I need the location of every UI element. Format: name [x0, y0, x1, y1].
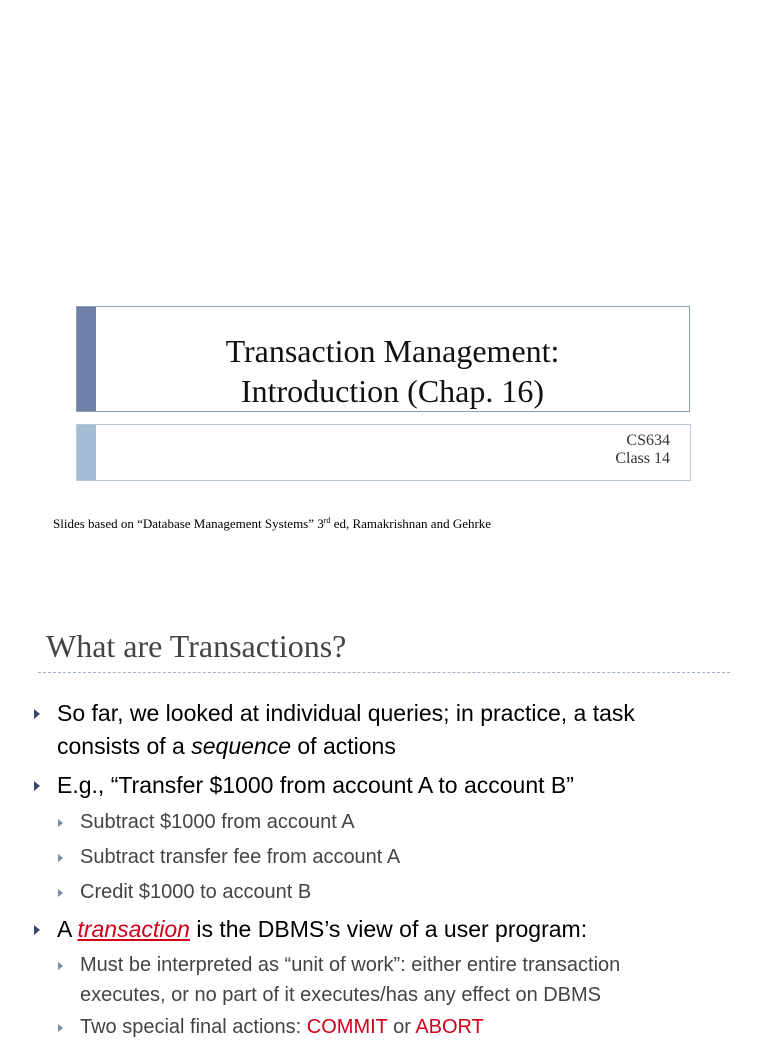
- title-accent-bar: [77, 307, 96, 411]
- sub-bullet: Subtract $1000 from account A: [80, 811, 355, 833]
- sub-bullet-line-2: executes, or no part of it executes/has any effect on DBMS: [80, 984, 602, 1006]
- abort-keyword: ABORT: [415, 1016, 484, 1038]
- bullet-arrow-icon: [34, 925, 40, 935]
- title-line-1: Transaction Management:: [225, 333, 560, 369]
- bullet-1-text-b: of actions: [290, 733, 396, 759]
- bullet-1-text-a: consists of a: [57, 733, 192, 759]
- commit-keyword: COMMIT: [306, 1016, 388, 1038]
- sub-bullet-arrow-icon: [58, 1024, 63, 1032]
- bullet-1-line-2: [57, 730, 747, 763]
- sub-bullet-arrow-icon: [58, 854, 63, 862]
- sub-bullet-text-or: or: [387, 1016, 416, 1038]
- credit-superscript: rd: [323, 516, 331, 525]
- slide-title: [96, 331, 689, 411]
- sub-bullet: Subtract transfer fee from account A: [80, 846, 401, 868]
- bullet-2: E.g., “Transfer $1000 from account A to account B”: [57, 772, 574, 798]
- credit-text-a: Slides based on “Database Management Systems” 3: [53, 516, 324, 531]
- subtitle-text: [615, 432, 670, 468]
- sub-bullet-arrow-icon: [58, 819, 63, 827]
- bullet-3-text-a: A: [57, 916, 78, 942]
- sub-bullet-text-a: Two special final actions:: [80, 1016, 307, 1038]
- sub-bullet-line-1: Must be interpreted as “unit of work”: either entire transaction: [80, 954, 621, 976]
- defined-term: transaction: [77, 916, 190, 942]
- bullet-3: [57, 913, 587, 946]
- bullet-1: [57, 697, 747, 763]
- bullet-1-emphasis: sequence: [191, 733, 291, 759]
- sub-bullet-arrow-icon: [58, 889, 63, 897]
- class-number: Class 14: [615, 450, 670, 467]
- bullet-3-text-b: is the DBMS’s view of a user program:: [189, 916, 588, 942]
- sub-bullet: Credit $1000 to account B: [80, 881, 312, 903]
- sub-bullet: [80, 950, 760, 1010]
- title-box: [76, 306, 690, 412]
- bullet-1-line-1: So far, we looked at individual queries; in practice, a task: [57, 700, 635, 726]
- content-slide-title: What are Transactions?: [46, 628, 347, 664]
- course-code: CS634: [626, 432, 670, 449]
- title-line-2: Introduction (Chap. 16): [240, 373, 545, 409]
- sub-bullet: [80, 1012, 484, 1042]
- subtitle-accent-bar: [77, 425, 96, 480]
- sub-bullet-arrow-icon: [58, 962, 63, 970]
- bullet-arrow-icon: [34, 781, 40, 791]
- bullet-arrow-icon: [34, 709, 40, 719]
- credit-text-b: ed, Ramakrishnan and Gehrke: [330, 516, 492, 531]
- slide-credit: [53, 516, 491, 532]
- subtitle-box: [76, 424, 691, 481]
- title-divider: [38, 672, 730, 673]
- content-slide: [0, 600, 768, 1038]
